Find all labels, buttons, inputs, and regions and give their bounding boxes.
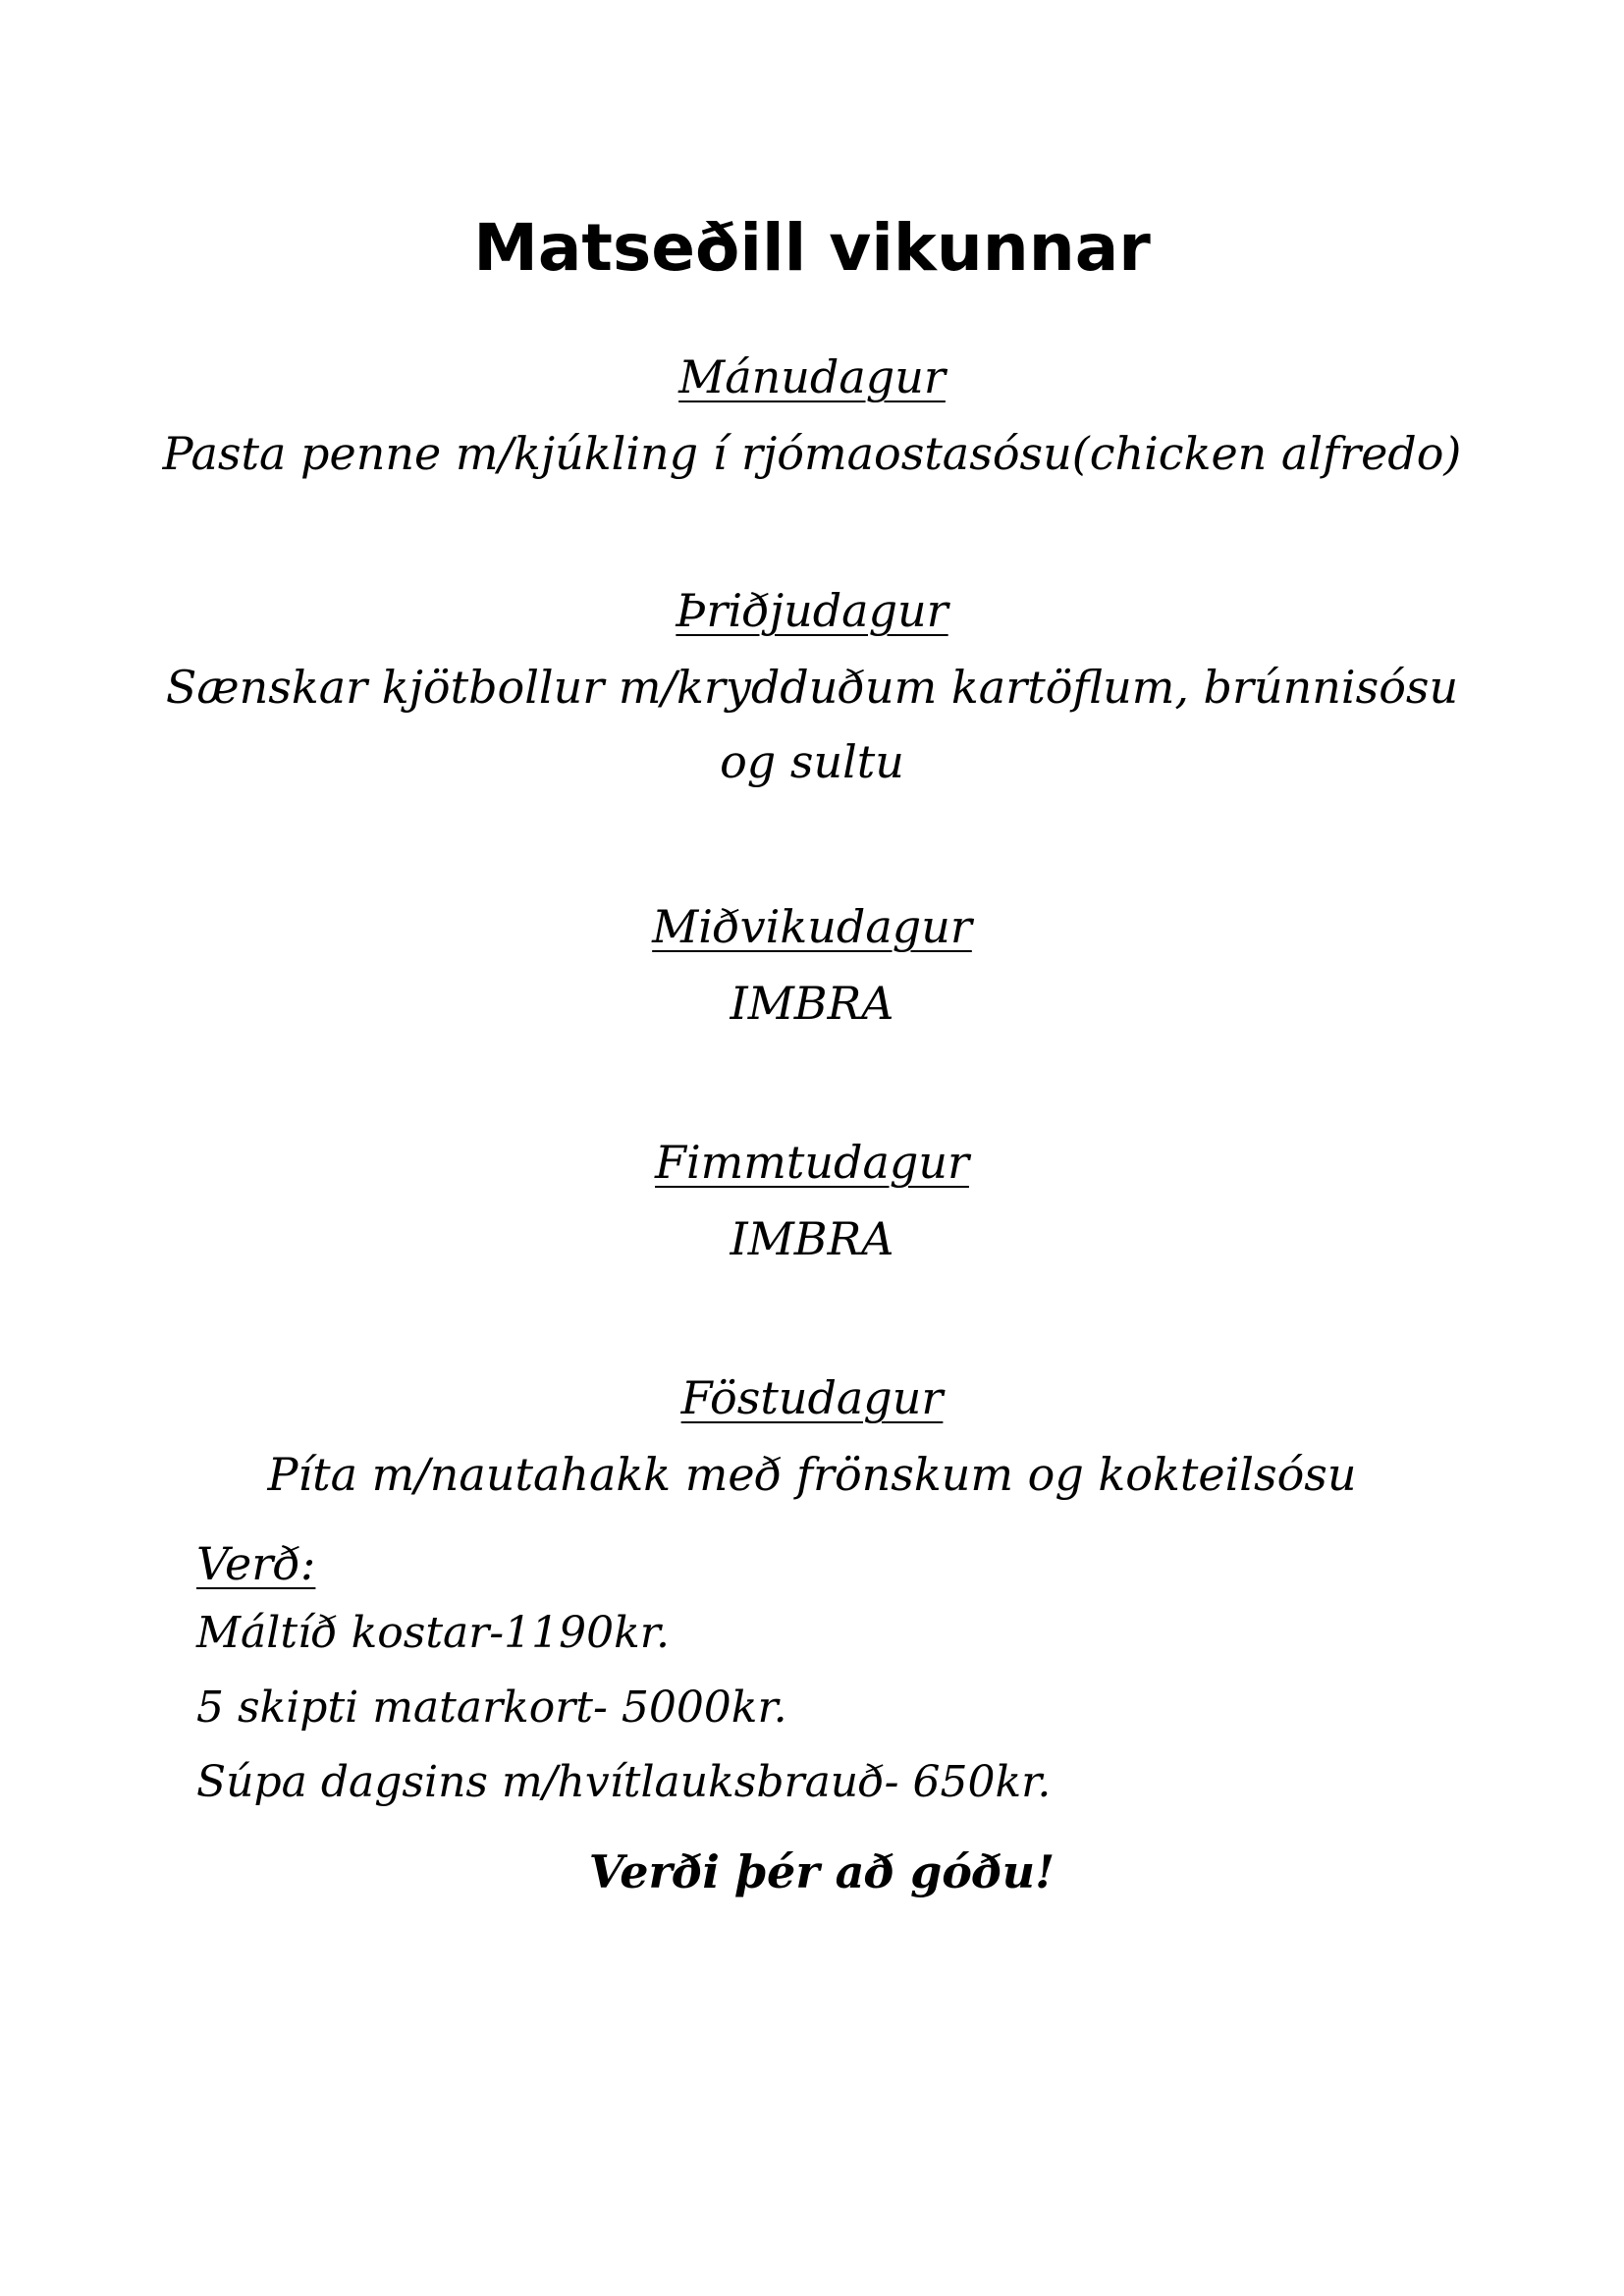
- day-name: Miðvikudagur: [652, 900, 972, 953]
- page-title: Matseðill vikunnar: [473, 210, 1151, 286]
- day-name: Fimmtudagur: [655, 1136, 969, 1189]
- price-list: [196, 1531, 1473, 1820]
- price-line: Máltíð kostar-1190kr.: [196, 1608, 670, 1658]
- price-line: Súpa dagsins m/hvítlauksbrauð- 650kr.: [196, 1757, 1052, 1807]
- price-line: 5 skipti matarkort- 5000kr.: [196, 1682, 787, 1733]
- day-name: Mánudagur: [678, 350, 946, 403]
- day-dish: Pasta penne m/kjúkling í rjómaostasósu(chicken alfredo): [162, 427, 1462, 480]
- greeting: Verði þér að góðu!: [588, 1845, 1056, 1898]
- day-dish: IMBRA: [730, 977, 894, 1030]
- day-dish: Píta m/nautahakk með frönskum og kokteilsósu: [267, 1448, 1357, 1501]
- day-name: Föstudagur: [680, 1371, 944, 1424]
- day-dish: IMBRA: [730, 1212, 894, 1265]
- day-monday: [0, 346, 1624, 491]
- day-thursday: [0, 1131, 1624, 1276]
- price-heading: Verð:: [196, 1537, 316, 1590]
- day-friday: [0, 1366, 1624, 1512]
- day-dish: Sænskar kjötbollur m/krydduðum kartöflum, brúnnisósu og sultu: [165, 661, 1459, 788]
- day-wednesday: [0, 895, 1624, 1041]
- day-tuesday: [0, 579, 1624, 799]
- day-name: Þriðjudagur: [676, 584, 948, 637]
